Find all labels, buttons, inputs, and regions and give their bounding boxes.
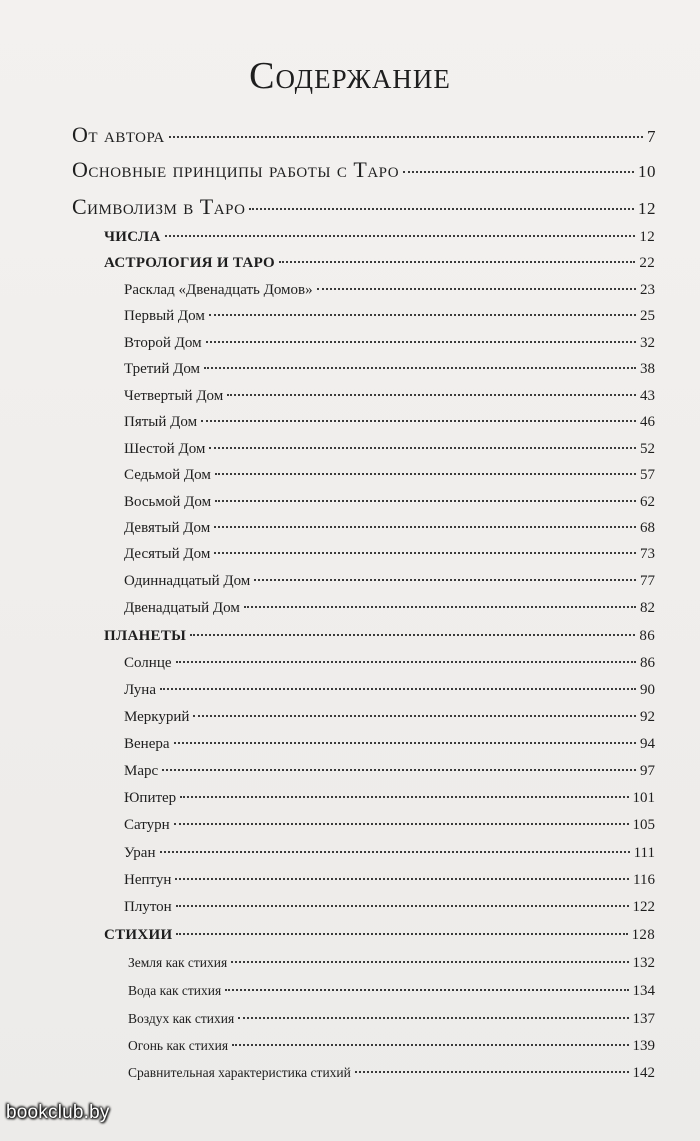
toc-entry-label: Десятый Дом	[124, 546, 211, 562]
toc-entry	[104, 229, 655, 246]
toc-entry-label: Второй Дом	[124, 335, 202, 351]
toc-leader	[180, 796, 628, 798]
toc-entry-label: СТИХИИ	[104, 927, 173, 943]
toc-entry-label: Сравнительная характеристика стихий	[128, 1065, 351, 1080]
toc-entry-page: 22	[639, 255, 655, 271]
toc-entry-label: Юпитер	[124, 790, 177, 806]
toc-entry-page: 62	[640, 494, 655, 510]
toc-leader	[215, 500, 636, 502]
toc-entry-page: 142	[632, 1065, 655, 1081]
toc-entry	[124, 414, 655, 431]
toc-entry-page: 90	[640, 682, 655, 698]
toc-leader	[204, 367, 636, 369]
toc-entry-label: ПЛАНЕТЫ	[104, 628, 187, 644]
toc-leader	[238, 1017, 628, 1019]
toc-entry	[104, 927, 655, 944]
toc-entry-label: Уран	[124, 845, 156, 861]
toc-entry-page: 7	[647, 127, 656, 146]
toc-entry-label: Плутон	[124, 899, 172, 915]
toc-leader	[215, 473, 636, 475]
toc-entry-label: Одиннадцатый Дом	[124, 573, 251, 589]
toc-entry-label: АСТРОЛОГИЯ И ТАРО	[104, 255, 275, 271]
toc-entry	[124, 845, 655, 862]
toc-entry	[124, 899, 655, 916]
toc-entry-label: Венера	[124, 736, 170, 752]
toc-entry-page: 139	[632, 1038, 655, 1054]
toc-entry-page: 73	[640, 546, 655, 562]
toc-entry-label: Воздух как стихия	[128, 1011, 235, 1026]
toc-entry-label: Огонь как стихия	[128, 1038, 229, 1053]
toc-leader	[209, 314, 636, 316]
toc-leader	[176, 905, 629, 907]
toc-entry-label: Третий Дом	[124, 361, 201, 377]
toc-entry-label: Расклад «Двенадцать Домов»	[124, 282, 313, 298]
toc-entry-label: Восьмой Дом	[124, 494, 212, 510]
toc-entry-page: 86	[640, 655, 655, 671]
toc-entry	[124, 361, 655, 378]
toc-leader	[190, 634, 635, 636]
toc-entry-label: Земля как стихия	[128, 955, 228, 970]
toc-entry-label: Шестой Дом	[124, 441, 206, 457]
toc-entry-page: 57	[640, 467, 655, 483]
toc-entry	[128, 1038, 655, 1055]
toc-entry-label: Пятый Дом	[124, 414, 198, 430]
toc-entry-label: Марс	[124, 763, 159, 779]
toc-entry	[124, 763, 655, 780]
toc-entry-page: 111	[633, 845, 655, 861]
toc-entry-label: Четвертый Дом	[124, 388, 224, 404]
toc-entry-label: Вода как стихия	[128, 983, 222, 998]
toc-leader	[254, 579, 636, 581]
toc-entry	[124, 790, 655, 807]
toc-leader	[249, 208, 634, 210]
toc-leader	[231, 961, 628, 963]
toc-leader	[193, 715, 636, 717]
toc-entry-label: Девятый Дом	[124, 520, 211, 536]
toc-entry-page: 43	[640, 388, 655, 404]
toc-entry-label: Двенадцатый Дом	[124, 600, 240, 616]
toc-entry	[124, 335, 655, 352]
toc-entry	[124, 282, 655, 299]
toc-entry	[128, 1011, 655, 1028]
toc-entry	[72, 157, 656, 183]
toc-leader	[201, 420, 636, 422]
toc-entry-page: 32	[640, 335, 655, 351]
toc-leader	[403, 171, 634, 173]
toc-entry	[124, 600, 655, 617]
toc-leader	[232, 1044, 628, 1046]
toc-entry	[124, 308, 655, 325]
toc-entry	[72, 122, 656, 148]
toc-entry-label: Первый Дом	[124, 308, 205, 324]
toc-entry	[124, 546, 655, 563]
toc-leader	[169, 136, 643, 138]
toc-entry-label: Луна	[124, 682, 156, 698]
toc-leader	[176, 933, 627, 935]
toc-entry-page: 10	[638, 162, 656, 181]
toc-entry-page: 46	[640, 414, 655, 430]
toc-entry-page: 116	[633, 872, 655, 888]
toc-entry-page: 68	[640, 520, 655, 536]
toc-entry	[124, 467, 655, 484]
toc-leader	[227, 394, 636, 396]
toc-leader	[244, 606, 636, 608]
toc-entry	[128, 1065, 655, 1082]
toc-entry-page: 128	[631, 927, 655, 943]
toc-entry	[124, 573, 655, 590]
toc-entry-page: 12	[638, 199, 656, 218]
toc-entry	[128, 983, 655, 1000]
toc-entry	[72, 194, 656, 220]
toc-leader	[175, 878, 629, 880]
toc-entry	[124, 388, 655, 405]
toc-entry	[104, 255, 655, 272]
toc-entry-page: 25	[640, 308, 655, 324]
toc-entry	[124, 682, 655, 699]
toc-entry	[128, 955, 655, 972]
toc-entry-page: 97	[640, 763, 655, 779]
toc-entry-page: 122	[632, 899, 655, 915]
toc-entry-page: 105	[632, 817, 655, 833]
toc-entry-page: 137	[632, 1011, 655, 1027]
toc-leader	[174, 742, 636, 744]
toc-entry-page: 77	[640, 573, 655, 589]
toc-leader	[214, 552, 636, 554]
toc-leader	[317, 288, 636, 290]
toc-leader	[225, 989, 628, 991]
toc-entry-page: 94	[640, 736, 655, 752]
toc-entry	[124, 709, 655, 726]
toc-entry	[104, 628, 655, 645]
toc-leader	[176, 661, 636, 663]
toc-entry-page: 134	[632, 983, 655, 999]
toc-entry-label: Сатурн	[124, 817, 170, 833]
toc-entry	[124, 655, 655, 672]
toc-leader	[165, 235, 636, 237]
toc-leader	[162, 769, 636, 771]
toc-entry-page: 86	[639, 628, 655, 644]
toc-entry	[124, 520, 655, 537]
toc-entry-label: ЧИСЛА	[104, 229, 161, 245]
toc-leader	[209, 447, 636, 449]
toc-entry-label: От автора	[72, 122, 165, 147]
site-watermark: bookclub.by	[6, 1102, 110, 1123]
toc-leader	[174, 823, 629, 825]
toc-entry	[124, 872, 655, 889]
toc-entry-page: 101	[632, 790, 655, 806]
toc-entry	[124, 817, 655, 834]
toc-entry	[124, 736, 655, 753]
toc-leader	[214, 526, 636, 528]
page-title: Содержание	[249, 55, 451, 97]
toc-leader	[160, 688, 636, 690]
toc-entry-page: 38	[640, 361, 655, 377]
toc-entry-page: 52	[640, 441, 655, 457]
toc-entry-label: Меркурий	[124, 709, 190, 725]
toc-entry	[124, 441, 655, 458]
toc-entry-page: 82	[640, 600, 655, 616]
toc-entry-page: 12	[639, 229, 655, 245]
toc-entry-page: 132	[632, 955, 655, 971]
toc-leader	[206, 341, 636, 343]
toc-entry-label: Седьмой Дом	[124, 467, 211, 483]
toc-entry-label: Основные принципы работы с Таро	[72, 157, 400, 182]
toc-entry-label: Символизм в Таро	[72, 194, 246, 219]
toc-leader	[279, 261, 635, 263]
toc-leader	[355, 1071, 629, 1073]
toc-entry-label: Солнце	[124, 655, 172, 671]
toc-entry-page: 23	[640, 282, 655, 298]
toc-entry-label: Нептун	[124, 872, 172, 888]
toc-entry-page: 92	[640, 709, 655, 725]
toc-entry	[124, 494, 655, 511]
toc-leader	[160, 851, 630, 853]
